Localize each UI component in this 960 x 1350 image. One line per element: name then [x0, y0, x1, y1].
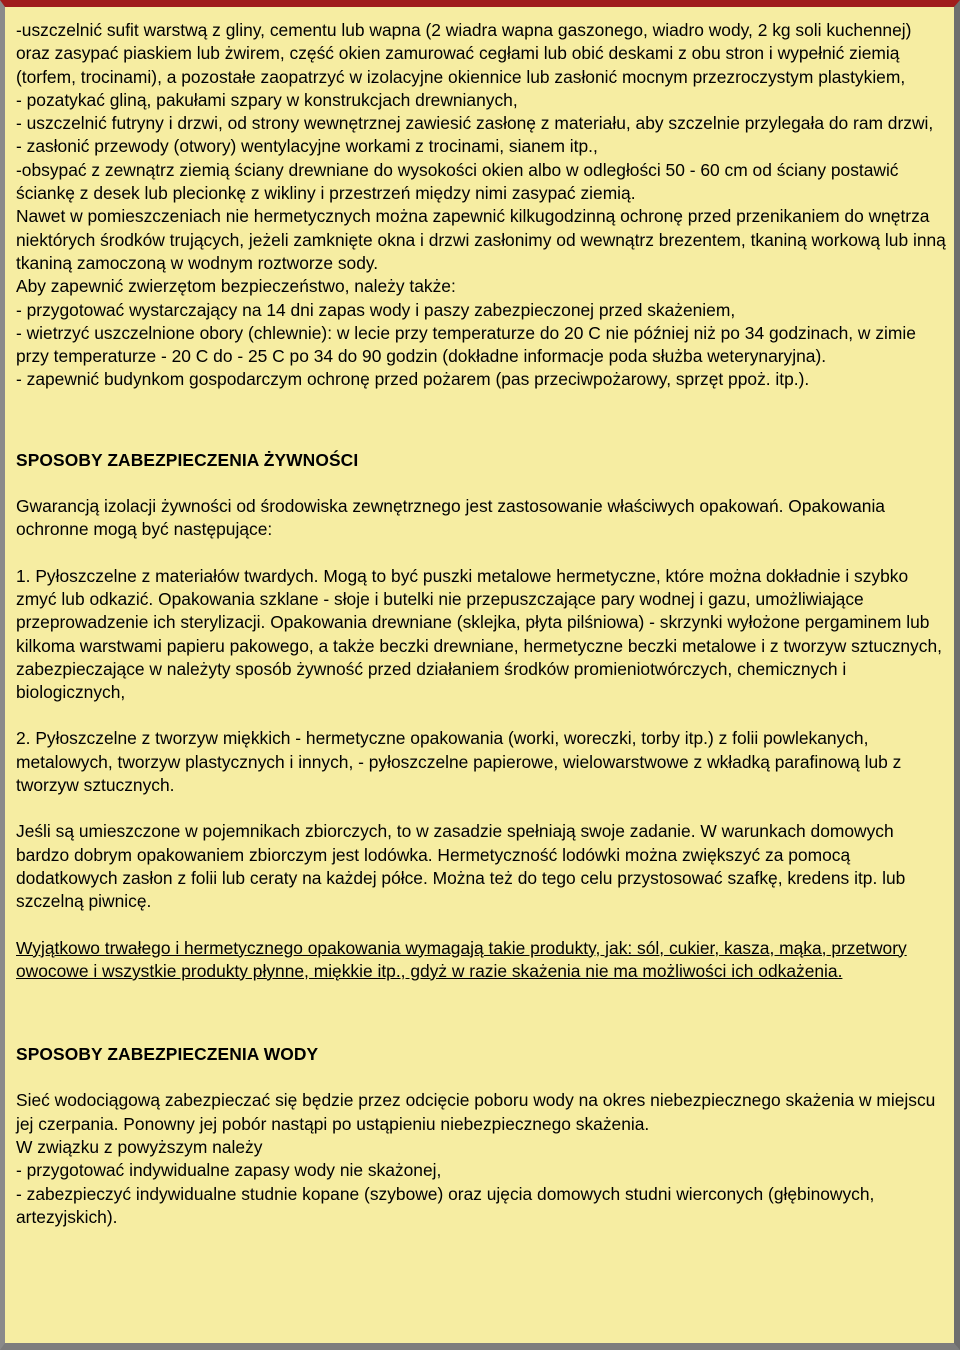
water-line-intro: W związku z powyższym należy	[16, 1136, 263, 1157]
food-intro-paragraph: Gwarancją izolacji żywności od środowiska zewnętrznego jest zastosowanie właściwych opakowań. Opakowania ochronne mogą być następujące:	[16, 496, 885, 540]
spacer	[16, 797, 946, 820]
spacer	[16, 542, 946, 565]
document-body	[16, 19, 946, 1229]
paragraph-animals-intro: Aby zapewnić zwierzętom bezpieczeństwo, należy także:	[16, 276, 456, 297]
spacer	[16, 1066, 946, 1089]
paragraph-animals-ventilation: - wietrzyć uszczelnione obory (chlewnie): w lecie przy temperaturze do 20 C nie później niż po 34 godzinach, w zimie przy temperaturze - 20 C do - 25 C po 34 do 90 godzin (dokładne informacje poda służba weterynaryjna).	[16, 322, 916, 367]
food-section-heading: SPOSOBY ZABEZPIECZENIA ŻYWNOŚCI	[16, 449, 359, 470]
water-section-heading: SPOSOBY ZABEZPIECZENIA WODY	[16, 1044, 319, 1065]
paragraph-doors-sealing: - uszczelnić futryny i drzwi, od strony wewnętrznej zawiesić zasłonę z materiału, aby szczelnie przylegała do ram drzwi,	[16, 113, 934, 134]
paragraph-ceiling-sealing: -uszczelnić sufit warstwą z gliny, cementu lub wapna (2 wiadra wapna gaszonego, wiadro wody, 2 kg soli kuchennej) oraz zasypać piaskiem lub żwirem, część okien zamurować cegłami lub obić deskami z obu stron i wypełnić ziemią (torfem, trocinami), a pozostałe zaopatrzyć w izolacyjne okiennice lub zasłonić mocnym przezroczystym plastykiem,	[16, 20, 912, 87]
spacer	[16, 392, 946, 449]
food-durable-packaging-paragraph: Wyjątkowo trwałego i hermetycznego opakowania wymagają takie produkty, jak: sól, cukier, kasza, mąka, przetwory owocowe i wszystkie produkty płynne, miękkie itp., gdyż w razie skażenia nie ma możliwości ich odkażenia.	[16, 937, 907, 981]
spacer	[16, 914, 946, 937]
paragraph-ventilation: - zasłonić przewody (otwory) wentylacyjne workami z trocinami, sianem itp.,	[16, 136, 598, 157]
food-containers-paragraph: Jeśli są umieszczone w pojemnikach zbiorczych, to w zasadzie spełniają swoje zadanie. W warunkach domowych bardzo dobrym opakowaniem zbiorczym jest lodówka. Hermetyczność lodówki można zwiększyć za pomocą dodatkowych zasłon z folii lub ceraty na każdej półce. Można też do tego celu przystosować szafkę, kredens itp. lub szczelną piwnicę.	[16, 821, 906, 912]
paragraph-fire-protection: - zapewnić budynkom gospodarczym ochronę przed pożarem (pas przeciwpożarowy, sprzęt ppoż. itp.).	[16, 369, 810, 390]
paragraph-walls-earth: -obsypać z zewnątrz ziemią ściany drewniane do wysokości okien albo w odległości 50 - 60 cm od ściany postawić ściankę z desek lub plecionkę z wikliny i przestrzeń między nimi zasypać ziemią.	[16, 159, 899, 204]
spacer	[16, 983, 946, 1043]
paragraph-non-hermetic-rooms: Nawet w pomieszczeniach nie hermetycznych można zapewnić kilkugodzinną ochronę przed przenikaniem do wnętrza niektórych środków trujących, jeżeli zamknięte okna i drzwi zasłonimy od wewnątrz brezentem, tkaniną workową lub inną tkaniną zamoczoną w wodnym roztworze sody.	[16, 206, 946, 273]
paragraph-animals-supplies: - przygotować wystarczający na 14 dni zapas wody i paszy zabezpieczonej przed skażeniem,	[16, 299, 736, 320]
food-item-hard-materials: 1. Pyłoszczelne z materiałów twardych. Mogą to być puszki metalowe hermetyczne, które można dokładnie i szybko zmyć lub odkazić. Opakowania szklane - słoje i butelki nie przepuszczające pary wodnej i gazu, umożliwiające przeprowadzenie ich sterylizacji. Opakowania drewniane (sklejka, płyta pilśniowa) - skrzynki wyłożone pergaminem lub kilkoma warstwami papieru pakowego, a także beczki drewniane, hermetyczne beczki metalowe i z tworzyw sztucznych, zabezpieczające w należyty sposób żywność przed działaniem środków promieniotwórczych, chemicznych i biologicznych,	[16, 565, 942, 703]
paragraph-gaps-sealing: - pozatykać gliną, pakułami szpary w konstrukcjach drewnianych,	[16, 89, 518, 110]
spacer	[16, 704, 946, 727]
water-paragraph: Sieć wodociągową zabezpieczać się będzie przez odcięcie poboru wody na okres niebezpiecznego skażenia w miejscu jej czerpania. Ponowny jej pobór nastąpi po ustąpieniu niebezpiecznego skażenia.	[16, 1090, 936, 1134]
water-line-supplies: - przygotować indywidualne zapasy wody nie skażonej,	[16, 1160, 442, 1181]
food-item-soft-materials: 2. Pyłoszczelne z tworzyw miękkich - hermetyczne opakowania (worki, woreczki, torby itp.) z folii powlekanych, metalowych, tworzyw plastycznych i innych, - pyłoszczelne papierowe, wielowarstwowe z wkładką parafinową lub z tworzyw sztucznych.	[16, 728, 902, 796]
spacer	[16, 472, 946, 495]
water-line-wells: - zabezpieczyć indywidualne studnie kopane (szybowe) oraz ujęcia domowych studni wierconych (głębinowych, artezyjskich).	[16, 1183, 875, 1227]
